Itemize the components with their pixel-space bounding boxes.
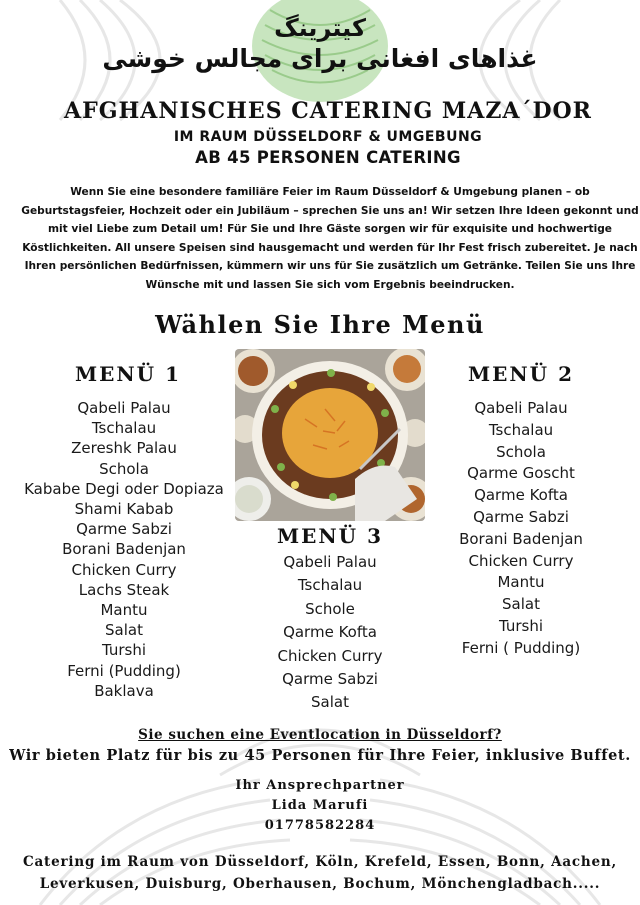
list-item: Tschalau (297, 576, 363, 595)
persian-title-catering: کیترینگ (274, 14, 366, 42)
page-title: AFGHANISCHES CATERING MAZA´DOR (64, 98, 592, 124)
cities-line-1: Catering im Raum von Düsseldorf, Köln, Krefeld, Essen, Bonn, Aachen, (22, 854, 618, 870)
menu2-title: MENÜ 2 (468, 362, 574, 386)
list-item: Schola (99, 459, 149, 478)
event-location-question: Sie suchen eine Eventlocation in Düsseldorf? (138, 727, 502, 743)
list-item: Tschalau (91, 419, 157, 438)
service-area-cities (0, 851, 640, 895)
food-platter-photo (235, 349, 425, 521)
list-item: Turshi (101, 641, 147, 660)
list-item: Salat (502, 595, 540, 614)
list-item: Salat (105, 621, 143, 640)
list-item: Qarme Kofta (283, 623, 377, 642)
persian-subtitle: غذاهای افغانی برای مجالس خوشی (102, 44, 538, 73)
list-item: Qarme Sabzi (282, 670, 378, 689)
contact-block (0, 776, 640, 836)
contact-label: Ihr Ansprechpartner (235, 778, 405, 793)
list-item: Tschalau (488, 420, 554, 439)
list-item: Schola (496, 442, 546, 461)
list-item: Borani Badenjan (62, 540, 186, 559)
menu3-list (230, 551, 430, 715)
list-item: Qabeli Palau (474, 399, 568, 417)
list-item: Turshi (498, 616, 544, 635)
contact-name: Lida Marufi (271, 798, 369, 813)
list-item: Qabeli Palau (77, 399, 171, 417)
menu2-list (420, 398, 622, 660)
menu1-list (14, 398, 234, 701)
list-item: Qarme Kofta (474, 486, 568, 505)
cities-line-2: Leverkusen, Duisburg, Oberhausen, Bochum, Mönchengladbach..... (39, 876, 601, 892)
list-item: Qarme Goscht (467, 464, 575, 483)
list-item: Chicken Curry (71, 560, 177, 579)
region-subtitle: IM RAUM DÜSSELDORF & UMGEBUNG (173, 129, 483, 145)
list-item: Qarme Sabzi (76, 520, 172, 539)
list-item: Mantu (497, 573, 545, 592)
list-item: Chicken Curry (277, 646, 383, 665)
menus-heading: Wählen Sie Ihre Menü (155, 310, 485, 339)
contact-phone: 01778582284 (264, 818, 376, 833)
list-item: Ferni ( Pudding) (461, 638, 581, 657)
menu1-title: MENÜ 1 (75, 362, 181, 386)
list-item: Ferni (Pudding) (67, 661, 181, 680)
list-item: Borani Badenjan (459, 529, 583, 548)
list-item: Schole (305, 599, 355, 618)
list-item: Lachs Steak (78, 580, 170, 599)
list-item: Chicken Curry (468, 551, 574, 570)
minimum-persons-subtitle: AB 45 PERSONEN CATERING (195, 148, 461, 167)
list-item: Mantu (100, 601, 148, 620)
list-item: Baklava (94, 681, 154, 700)
list-item: Zereshk Palau (71, 439, 177, 458)
menu3-title: MENÜ 3 (277, 524, 383, 548)
list-item: Qabeli Palau (283, 553, 377, 571)
list-item: Shami Kabab (74, 500, 174, 519)
list-item: Salat (311, 693, 349, 712)
intro-paragraph: Wenn Sie eine besondere familiäre Feier im Raum Düsseldorf & Umgebung planen – ob Geburtstagsfeier, Hochzeit oder ein Jubiläum – sprechen Sie uns an! Wir setzen Ihre Ideen gekonnt und mit viel Liebe zum Detail um! Für Sie und Ihre Gäste sorgen wir für exquisite und hochwertige Köstlichkeiten. All unsere Speisen sind hausgemacht und werden für Ihr Fest frisch zubereitet. Je nach Ihren persönlichen Bedürfnissen, kümmern wir uns für Sie zusätzlich um Getränke. Teilen Sie uns Ihre Wünsche mit und lassen Sie sich vom Ergebnis beeindrucken. (21, 186, 639, 291)
list-item: Qarme Sabzi (473, 507, 569, 526)
event-location-offer: Wir bieten Platz für bis zu 45 Personen für Ihre Feier, inklusive Buffet. (9, 747, 631, 764)
list-item: Kababe Degi oder Dopiaza (24, 479, 224, 498)
